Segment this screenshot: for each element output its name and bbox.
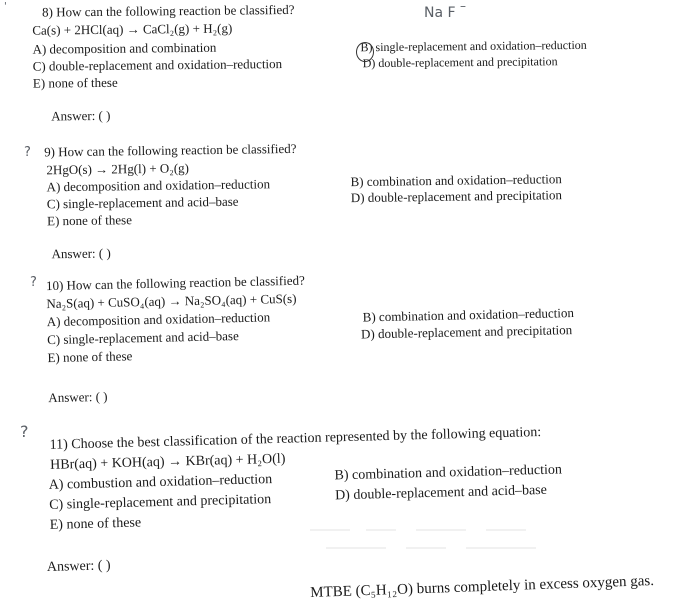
question-11-option-a: A) combustion and oxidation–reduction xyxy=(48,472,273,493)
question-10-option-c: C) single-replacement and acid–base xyxy=(46,328,239,348)
question-9-option-c: C) single-replacement and acid–base xyxy=(46,193,239,212)
question-11-option-d: D) double-replacement and acid–base xyxy=(334,482,548,504)
question-11-option-e: E) none of these xyxy=(49,515,142,533)
question-11-equation: HBr(aq) + KOH(aq) → KBr(aq) + H₂O(l) xyxy=(50,451,286,473)
question-10-option-b: B) combination and oxidation–reduction xyxy=(362,305,575,325)
question-8-equation: Ca(s) + 2HCl(aq) → CaCl₂(g) + H₂(g) xyxy=(32,20,233,38)
question-9-option-e: E) none of these xyxy=(46,212,133,229)
question-10-option-e: E) none of these xyxy=(47,348,133,366)
question-9-option-a: A) decomposition and oxidation–reduction xyxy=(46,176,271,195)
tick-mark: ' xyxy=(4,1,7,12)
question-mark-11: ? xyxy=(20,422,29,441)
question-8-option-e: E) none of these xyxy=(32,74,118,91)
question-10-answer: Answer: ( ) xyxy=(48,388,108,406)
next-question-partial-line: MTBE (C₅H₁₂O) burns completely in excess oxygen gas. xyxy=(309,572,655,601)
question-8-header: 8) How can the following reaction be classified? xyxy=(42,1,295,20)
question-10-header: 10) How can the following reaction be classified? xyxy=(45,272,305,294)
question-mark-10: ? xyxy=(30,275,37,290)
question-mark-9: ? xyxy=(24,145,31,160)
question-10-option-a: A) decomposition and oxidation–reduction xyxy=(46,309,271,330)
handwritten-note: Na F xyxy=(424,5,456,21)
dash-mark: – xyxy=(460,0,466,13)
question-11-option-c: C) single-replacement and precipitation xyxy=(49,492,272,513)
bleed-through-text xyxy=(306,520,566,565)
question-9-header: 9) How can the following reaction be classified? xyxy=(44,140,297,160)
question-9-option-b: B) combination and oxidation–reduction xyxy=(350,171,562,190)
question-8-option-c: C) double-replacement and oxidation–reduction xyxy=(32,56,283,74)
question-10-option-d: D) double-replacement and precipitation xyxy=(360,322,573,342)
question-10-equation: Na₂S(aq) + CuSO₄(aq) → Na₂SO₄(aq) + CuS(s) xyxy=(46,290,297,312)
question-8-option-d: D) double-replacement and precipitation xyxy=(362,54,558,71)
question-9-option-d: D) double-replacement and precipitation xyxy=(350,187,563,206)
question-9-answer: Answer: ( ) xyxy=(51,245,111,262)
question-11-option-b: B) combination and oxidation–reduction xyxy=(334,462,563,484)
question-8-answer: Answer: ( ) xyxy=(51,107,111,124)
question-11-answer: Answer: ( ) xyxy=(46,558,111,575)
question-8-option-a: A) decomposition and combination xyxy=(32,39,217,57)
question-11-header: 11) Choose the best classification of the reaction represented by the following equation: xyxy=(49,424,542,453)
question-8-option-b: B) single-replacement and oxidation–reduction xyxy=(360,37,587,55)
bleed-through-graphic xyxy=(306,520,566,560)
question-9-equation: 2HgO(s) → 2Hg(l) + O₂(g) xyxy=(46,160,190,178)
